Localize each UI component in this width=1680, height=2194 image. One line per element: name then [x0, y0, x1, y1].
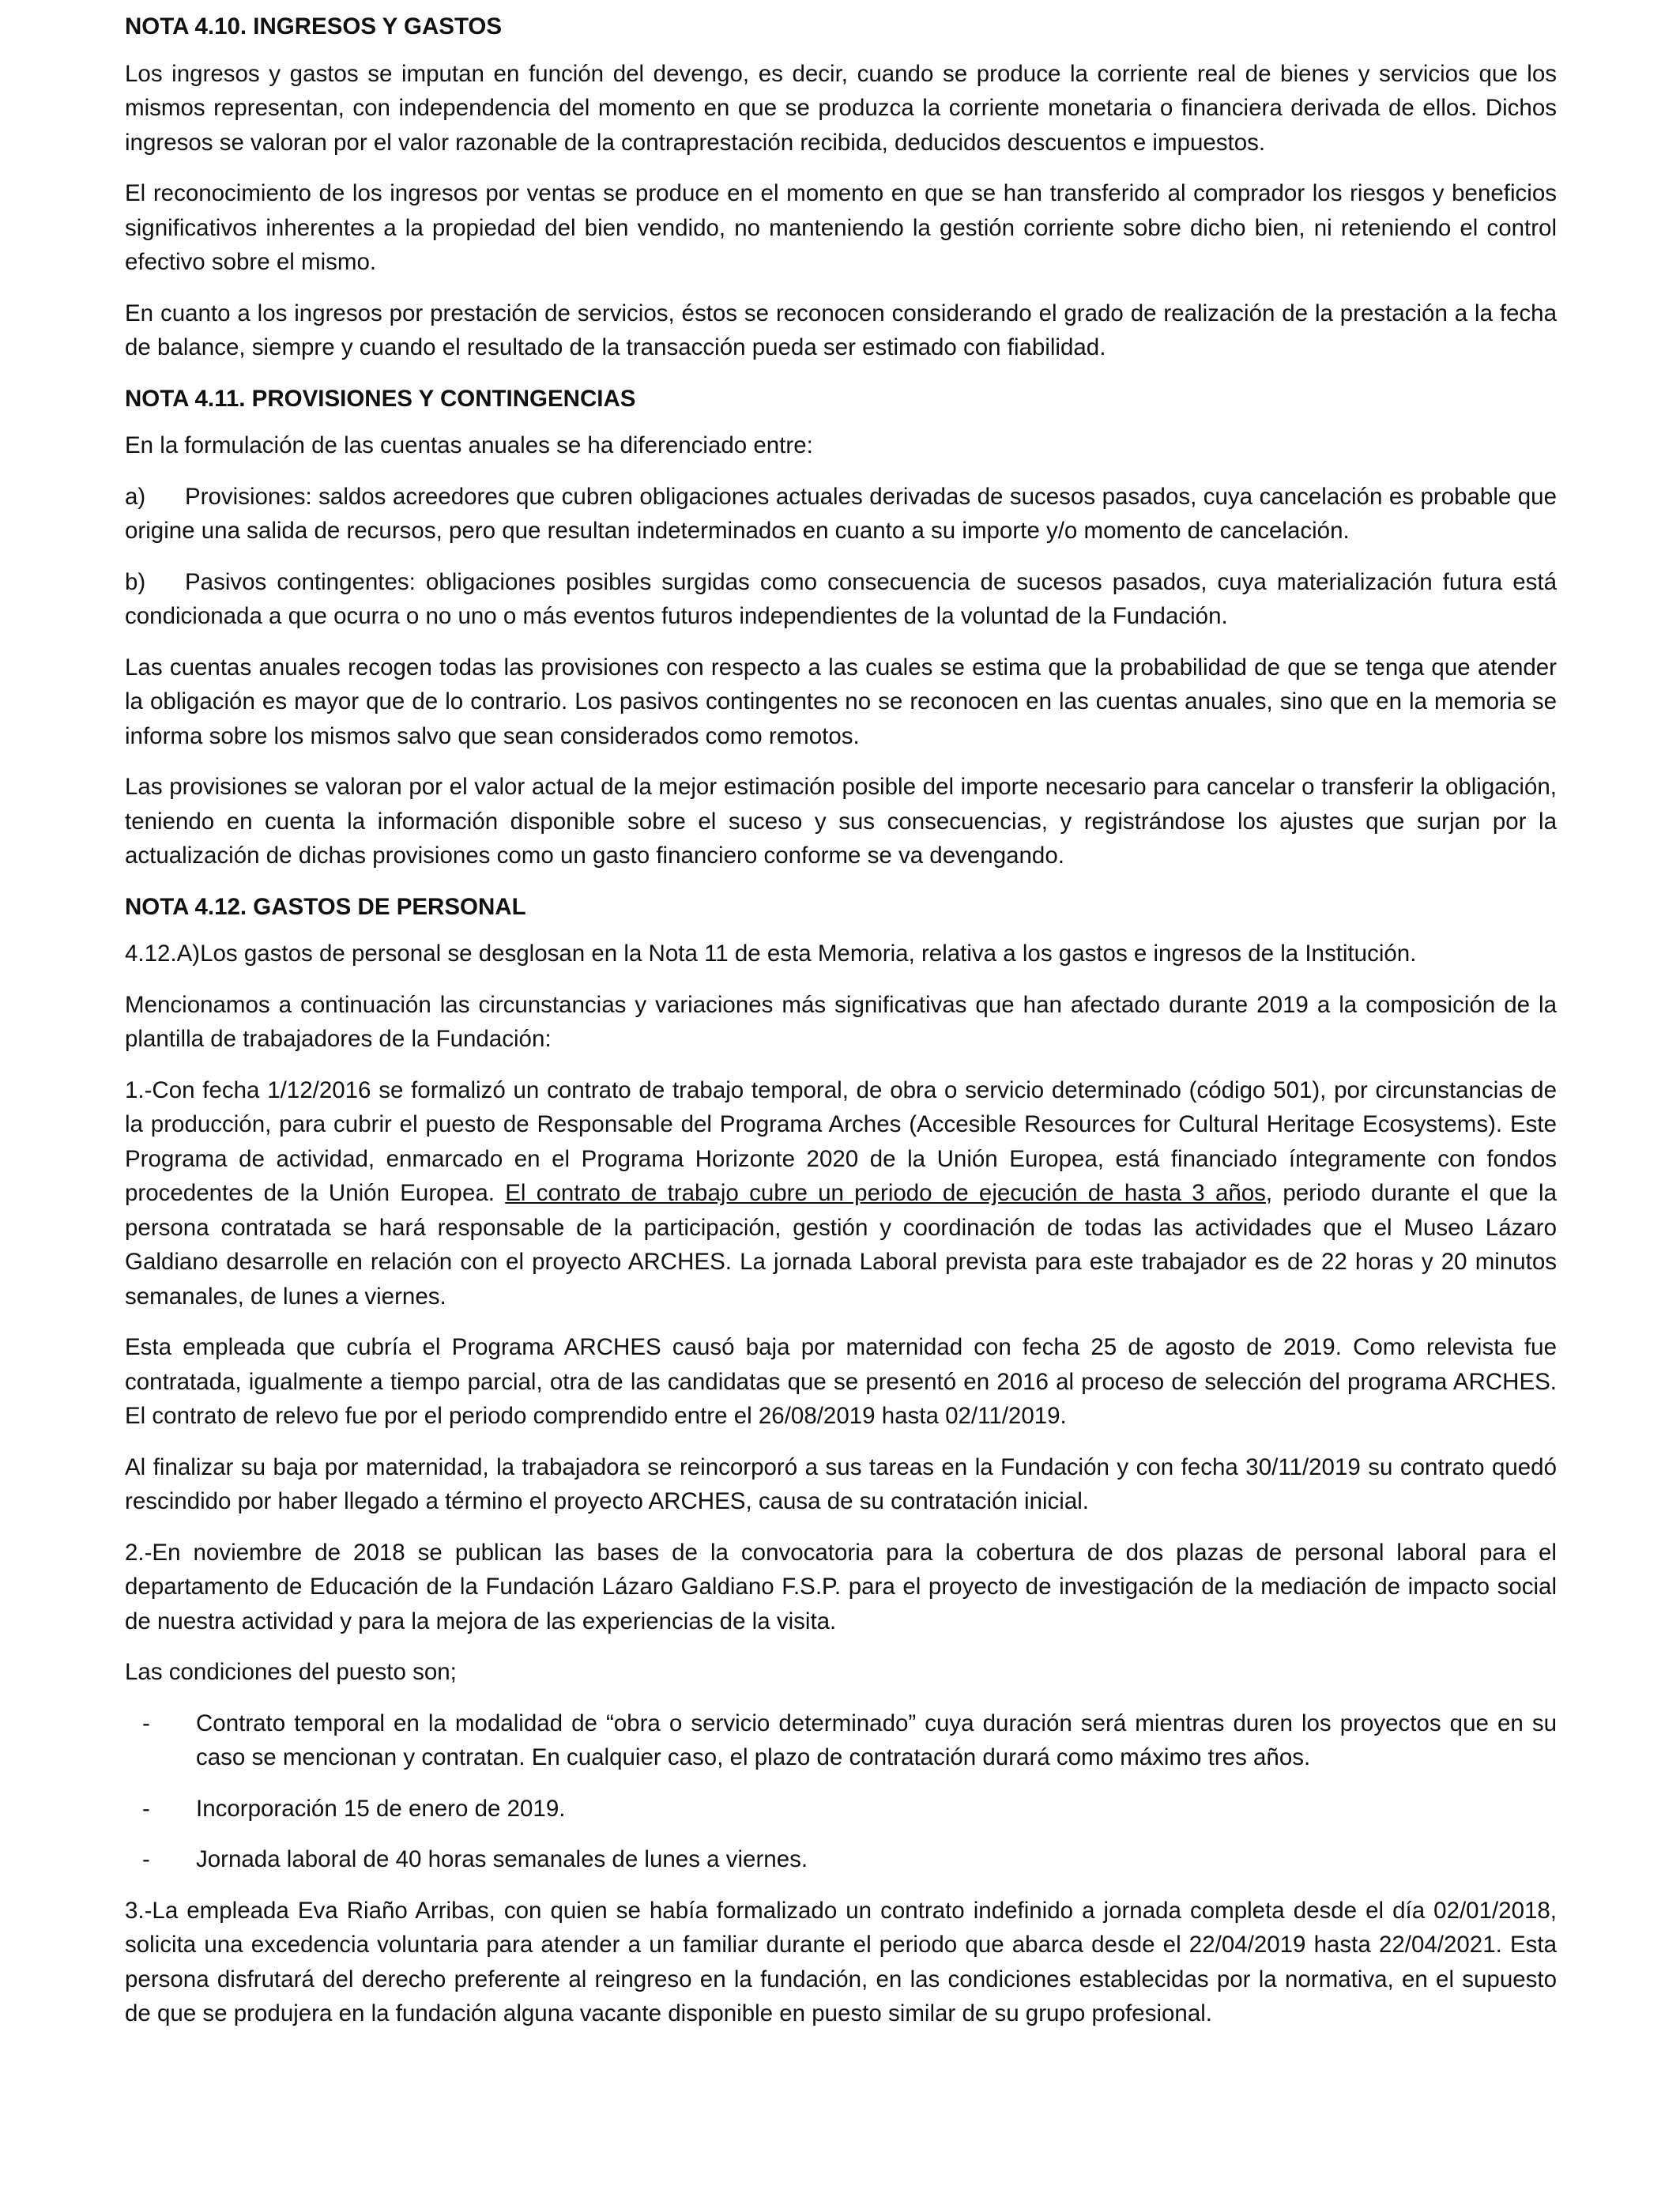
paragraph: 3.-La empleada Eva Riaño Arribas, con quien se había formalizado un contrato indefinido a jornada completa desde el día 02/01/2018, solicita una excedencia voluntaria para atender a un familiar durante el periodo que abarca desde el 22/04/2019 hasta 22/04/2021. Esta persona disfrutará del derecho preferente al reingreso en la fundación, en las condiciones establecidas por la normativa, en el supuesto de que se produjera en la fundación alguna vacante disponible en puesto similar de su grupo profesional.	[125, 1897, 1557, 2026]
list-item	[125, 1842, 1557, 1877]
section-nota-4-11	[125, 382, 1557, 873]
item-label: a)	[125, 483, 146, 510]
conditions-list	[125, 1706, 1557, 1877]
item-text: Pasivos contingentes: obligaciones posibles surgidas como consecuencia de sucesos pasados, cuya materialización futura está condicionada a que ocurra o no uno o más eventos futuros independientes de la voluntad de la Fundación.	[125, 568, 1557, 629]
text-run: , periodo durante el que la persona contratada se hará responsable de la participación, gestión y coordinación de todas las actividades que el Museo Lázaro Galdiano desarrolle en relación con el proyecto ARCHES. La jornada Laboral prevista para este trabajador es de 22 horas y 20 minutos semanales, de lunes a viernes.	[125, 1180, 1557, 1310]
dash-bullet: -	[142, 1846, 150, 1872]
section-heading: NOTA 4.10. INGRESOS Y GASTOS	[125, 13, 503, 40]
paragraph: Esta empleada que cubría el Programa ARCHES causó baja por maternidad con fecha 25 de agosto de 2019. Como relevista fue contratada, igualmente a tiempo parcial, otra de las candidatas que se presentó en 2016 al proceso de selección del programa ARCHES. El contrato de relevo fue por el periodo comprendido entre el 26/08/2019 hasta 02/11/2019.	[125, 1334, 1557, 1429]
dash-bullet: -	[142, 1710, 150, 1736]
paragraph: En cuanto a los ingresos por prestación de servicios, éstos se reconocen considerando el grado de realización de la prestación a la fecha de balance, siempre y cuando el resultado de la transacción pueda ser estimado con fiabilidad.	[125, 300, 1557, 360]
dash-bullet: -	[142, 1795, 150, 1822]
text-run: 1.-Con fecha 1/12/2016 se formalizó un contrato de trabajo temporal, de obra o servicio determinado (código 501), por circunstancias de la producción, para cubrir el puesto de Responsable del Programa Arches (Accesible Resources for Cultural Heritage Ecosystems). Este Programa de actividad, enmarcado en el Programa Horizonte 2020 de la Unión Europea, está financiado íntegramente con fondos procedentes de la Unión Europea.	[125, 1076, 1557, 1206]
paragraph: Los ingresos y gastos se imputan en función del devengo, es decir, cuando se produce la corriente real de bienes y servicios que los mismos representan, con independencia del momento en que se produzca la corriente monetaria o financiera derivada de ellos. Dichos ingresos se valoran por el valor razonable de la contraprestación recibida, deducidos descuentos e impuestos.	[125, 60, 1557, 156]
list-item	[125, 480, 1557, 548]
list-item	[125, 565, 1557, 634]
paragraph: 2.-En noviembre de 2018 se publican las bases de la convocatoria para la cobertura de dos plazas de personal laboral para el departamento de Educación de la Fundación Lázaro Galdiano F.S.P. para el proyecto de investigación de la mediación de impacto social de nuestra actividad y para la mejora de las experiencias de la visita.	[125, 1539, 1557, 1634]
underlined-text: El contrato de trabajo cubre un periodo de ejecución de hasta 3 años	[505, 1180, 1266, 1206]
paragraph: 4.12.A)Los gastos de personal se desglosan en la Nota 11 de esta Memoria, relativa a los gastos e ingresos de la Institución.	[125, 941, 1417, 967]
item-text: Contrato temporal en la modalidad de “obra o servicio determinado” cuya duración será mientras duren los proyectos que en su caso se mencionan y contratan. En cualquier caso, el plazo de contratación durará como máximo tres años.	[196, 1710, 1557, 1770]
paragraph	[125, 1073, 1557, 1314]
section-heading: NOTA 4.11. PROVISIONES Y CONTINGENCIAS	[125, 385, 636, 412]
paragraph: En la formulación de las cuentas anuales se ha diferenciado entre:	[125, 432, 813, 458]
paragraph: El reconocimiento de los ingresos por ventas se produce en el momento en que se han transferido al comprador los riesgos y beneficios significativos inherentes a la propiedad del bien vendido, no manteniendo la gestión corriente sobre dicho bien, ni reteniendo el control efectivo sobre el mismo.	[125, 180, 1557, 275]
paragraph: Las condiciones del puesto son;	[125, 1659, 457, 1685]
list-item	[125, 1792, 1557, 1826]
paragraph: Mencionamos a continuación las circunstancias y variaciones más significativas que han afectado durante 2019 a la composición de la plantilla de trabajadores de la Fundación:	[125, 991, 1557, 1052]
document-page	[125, 9, 1557, 2048]
section-nota-4-12	[125, 890, 1557, 2031]
section-heading: NOTA 4.12. GASTOS DE PERSONAL	[125, 893, 526, 920]
item-text: Incorporación 15 de enero de 2019.	[196, 1795, 566, 1822]
paragraph: Al finalizar su baja por maternidad, la trabajadora se reincorporó a sus tareas en la Fundación y con fecha 30/11/2019 su contrato quedó rescindido por haber llegado a término el proyecto ARCHES, causa de su contratación inicial.	[125, 1453, 1557, 1514]
item-label: b)	[125, 568, 146, 595]
paragraph: Las cuentas anuales recogen todas las provisiones con respecto a las cuales se estima que la probabilidad de que se tenga que atender la obligación es mayor que de lo contrario. Los pasivos contingentes no se reconocen en las cuentas anuales, sino que en la memoria se informa sobre los mismos salvo que sean considerados como remotos.	[125, 654, 1557, 749]
paragraph: Las provisiones se valoran por el valor actual de la mejor estimación posible del importe necesario para cancelar o transferir la obligación, teniendo en cuenta la información disponible sobre el suceso y sus consecuencias, y registrándose los ajustes que surjan por la actualización de dichas provisiones como un gasto financiero conforme se va devengando.	[125, 774, 1557, 869]
item-text: Provisiones: saldos acreedores que cubren obligaciones actuales derivadas de sucesos pasados, cuya cancelación es probable que origine una salida de recursos, pero que resultan indeterminados en cuanto a su importe y/o momento de cancelación.	[125, 483, 1557, 544]
section-nota-4-10	[125, 9, 1557, 365]
item-text: Jornada laboral de 40 horas semanales de lunes a viernes.	[196, 1846, 808, 1872]
list-item	[125, 1706, 1557, 1775]
